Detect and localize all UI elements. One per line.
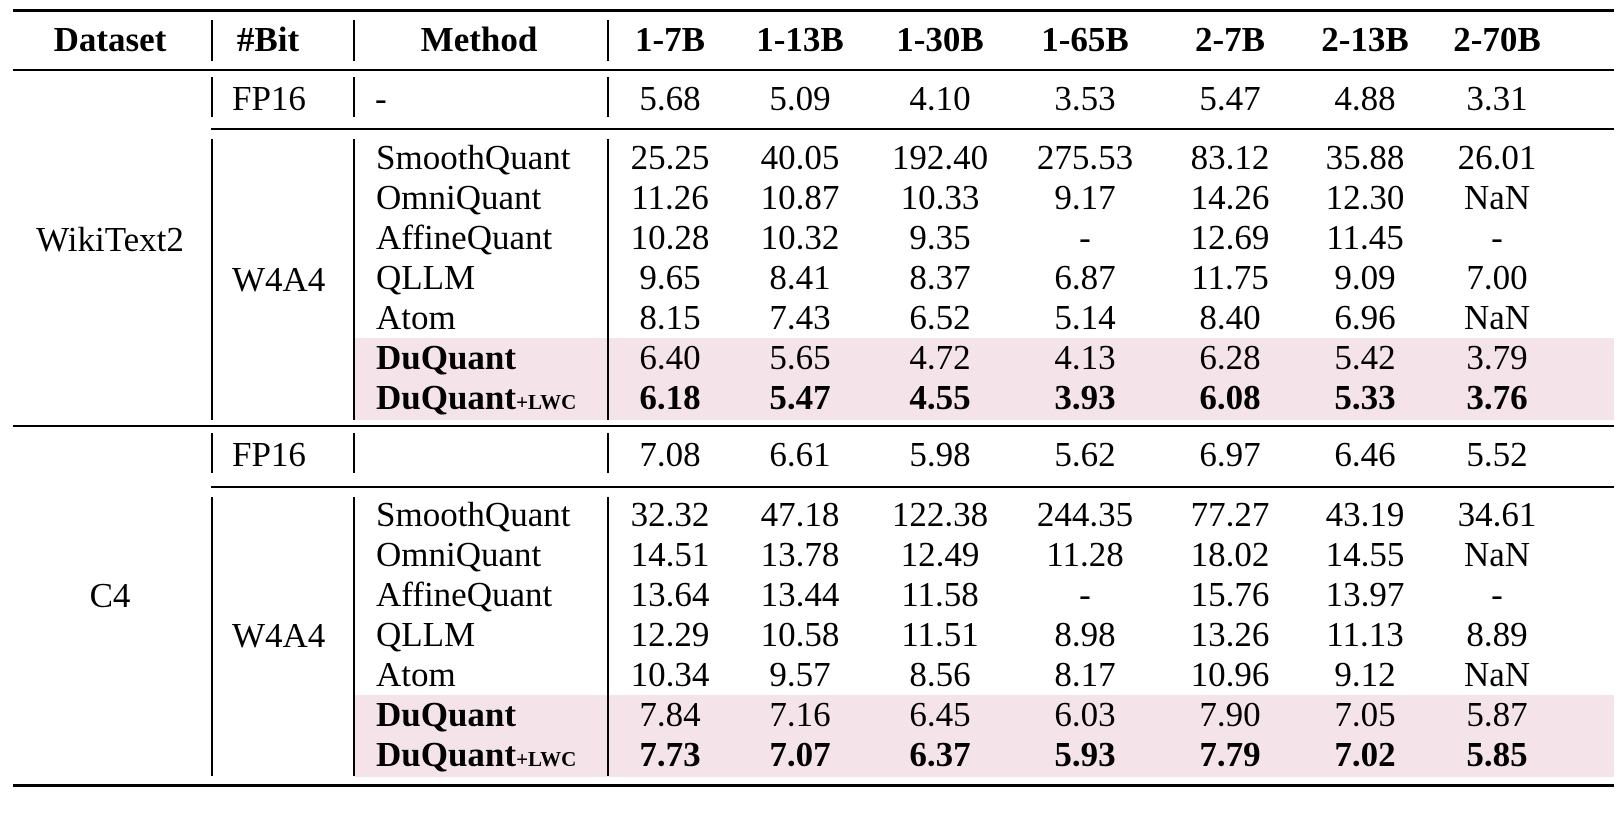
value-cell: 7.43 [769,298,831,337]
value-cell: 5.85 [1466,735,1528,774]
value-cell: 12.49 [900,535,980,574]
value-cell: 9.12 [1334,655,1396,694]
value-cell: 43.19 [1325,495,1405,534]
value-cell: 6.28 [1199,338,1261,377]
header-2-7b: 2-7B [1195,20,1265,59]
value-cell: 3.76 [1466,378,1528,417]
value-cell: 4.13 [1054,338,1116,377]
method-suffix: +LWC [516,747,577,771]
fp16-separator [353,433,355,473]
fp16-method: - [375,79,387,118]
value-cell: 5.87 [1466,695,1528,734]
value-cell: 10.58 [760,615,840,654]
header-separator [211,20,213,61]
method-label: QLLM [376,615,476,654]
header-1-7b: 1-7B [635,20,705,59]
method-label: DuQuant [376,338,517,377]
value-cell: 13.26 [1190,615,1270,654]
value-cell: 7.02 [1334,735,1396,774]
value-cell: 13.97 [1325,575,1405,614]
fp16-value: 3.53 [1054,79,1116,118]
value-cell: 7.84 [639,695,701,734]
value-cell: 10.96 [1190,655,1270,694]
header-rule [13,69,1614,71]
block-separator [211,139,213,420]
fp16-value: 6.97 [1199,435,1261,474]
value-cell: NaN [1463,178,1531,217]
fp16-value: 7.08 [639,435,701,474]
value-cell: 8.15 [639,298,701,337]
value-cell: 11.45 [1326,218,1404,257]
top-rule [13,9,1614,12]
value-cell: 4.55 [909,378,971,417]
block-separator [353,497,355,776]
block-separator [607,497,609,776]
value-cell: 8.56 [909,655,971,694]
value-cell: 10.87 [760,178,840,217]
value-cell: 8.41 [769,258,831,297]
method-label: OmniQuant [376,535,542,574]
fp16-bit: FP16 [232,435,306,474]
value-cell: NaN [1463,298,1531,337]
value-cell: 5.93 [1054,735,1116,774]
dataset-label: WikiText2 [36,220,184,259]
value-cell: 12.30 [1325,178,1405,217]
fp16-rule [211,128,1614,130]
header-1-65b: 1-65B [1041,20,1129,59]
value-cell: 13.64 [630,575,710,614]
value-cell: 7.79 [1199,735,1261,774]
value-cell: 11.51 [901,615,979,654]
value-cell: 5.42 [1334,338,1396,377]
value-cell: 8.98 [1054,615,1116,654]
block-separator [607,139,609,420]
value-cell: - [1491,575,1503,614]
value-cell: 7.16 [769,695,831,734]
fp16-separator [353,77,355,117]
fp16-value: 4.88 [1334,79,1396,118]
fp16-value: 5.47 [1199,79,1261,118]
value-cell: 10.34 [630,655,710,694]
method-label: QLLM [376,258,476,297]
value-cell: 9.09 [1334,258,1396,297]
value-cell: 14.26 [1190,178,1270,217]
value-cell: 14.55 [1325,535,1405,574]
bit-label: W4A4 [232,616,326,655]
fp16-value: 5.62 [1054,435,1116,474]
fp16-bit: FP16 [232,79,306,118]
fp16-value: 4.10 [909,79,971,118]
value-cell: 9.35 [909,218,971,257]
value-cell: 8.37 [909,258,971,297]
block-separator [353,139,355,420]
value-cell: 7.73 [639,735,701,774]
fp16-value: 5.98 [909,435,971,474]
method-label: Atom [376,298,456,337]
fp16-separator [211,433,213,473]
header-1-13b: 1-13B [756,20,844,59]
value-cell: 77.27 [1190,495,1270,534]
value-cell: 7.00 [1466,258,1528,297]
value-cell: 83.12 [1190,138,1270,177]
value-cell: 5.47 [769,378,831,417]
value-cell: 4.72 [909,338,971,377]
fp16-rule [211,486,1614,488]
value-cell: 10.33 [900,178,980,217]
value-cell: 6.18 [639,378,701,417]
value-cell: 40.05 [760,138,840,177]
value-cell: NaN [1463,535,1531,574]
method-label: DuQuant [376,695,517,734]
header-dataset: Dataset [53,20,167,59]
value-cell: - [1079,575,1091,614]
section-rule [13,425,1614,427]
value-cell: 8.17 [1054,655,1116,694]
method-label: AffineQuant [376,575,553,614]
fp16-value: 3.31 [1466,79,1528,118]
method-label: SmoothQuant [376,495,571,534]
value-cell: 5.33 [1334,378,1396,417]
value-cell: 6.87 [1054,258,1116,297]
value-cell: 11.13 [1326,615,1404,654]
value-cell: 14.51 [630,535,710,574]
value-cell: 275.53 [1036,138,1134,177]
value-cell: 32.32 [630,495,710,534]
value-cell: - [1491,218,1503,257]
value-cell: 6.96 [1334,298,1396,337]
value-cell: 12.29 [630,615,710,654]
value-cell: 3.93 [1054,378,1116,417]
header--bit: #Bit [236,20,300,59]
header-method: Method [420,20,538,59]
value-cell: NaN [1463,655,1531,694]
value-cell: 9.17 [1054,178,1116,217]
value-cell: 6.37 [909,735,971,774]
fp16-value: 5.68 [639,79,701,118]
value-cell: 26.01 [1457,138,1537,177]
method-suffix: +LWC [516,390,577,414]
value-cell: 35.88 [1325,138,1405,177]
value-cell: 7.90 [1199,695,1261,734]
value-cell: 13.78 [760,535,840,574]
value-cell: 18.02 [1190,535,1270,574]
method-label: DuQuant+LWC [376,735,577,774]
header-1-30b: 1-30B [896,20,984,59]
value-cell: 6.52 [909,298,971,337]
value-cell: 10.32 [760,218,840,257]
header-2-70b: 2-70B [1453,20,1541,59]
value-cell: 192.40 [891,138,989,177]
fp16-separator [211,77,213,117]
fp16-separator [607,433,609,473]
value-cell: 13.44 [760,575,840,614]
value-cell: 10.28 [630,218,710,257]
method-label: AffineQuant [376,218,553,257]
header-separator [607,20,609,61]
value-cell: 5.65 [769,338,831,377]
value-cell: 15.76 [1190,575,1270,614]
value-cell: - [1079,218,1091,257]
value-cell: 6.45 [909,695,971,734]
value-cell: 9.57 [769,655,831,694]
value-cell: 11.28 [1046,535,1124,574]
value-cell: 8.40 [1199,298,1261,337]
value-cell: 47.18 [760,495,840,534]
value-cell: 34.61 [1457,495,1537,534]
value-cell: 6.40 [639,338,701,377]
value-cell: 25.25 [630,138,710,177]
value-cell: 11.58 [901,575,979,614]
fp16-value: 5.09 [769,79,831,118]
value-cell: 7.05 [1334,695,1396,734]
value-cell: 244.35 [1036,495,1134,534]
value-cell: 8.89 [1466,615,1528,654]
value-cell: 122.38 [891,495,989,534]
fp16-value: 6.61 [769,435,831,474]
method-label: OmniQuant [376,178,542,217]
value-cell: 12.69 [1190,218,1270,257]
dataset-label: C4 [89,576,131,615]
value-cell: 11.75 [1191,258,1269,297]
block-separator [211,497,213,776]
value-cell: 11.26 [631,178,709,217]
bit-label: W4A4 [232,260,326,299]
value-cell: 6.08 [1199,378,1261,417]
value-cell: 3.79 [1466,338,1528,377]
fp16-separator [607,77,609,117]
method-label: SmoothQuant [376,138,571,177]
value-cell: 6.03 [1054,695,1116,734]
fp16-value: 5.52 [1466,435,1528,474]
value-cell: 7.07 [769,735,831,774]
header-separator [353,20,355,61]
value-cell: 5.14 [1054,298,1116,337]
method-label: Atom [376,655,456,694]
bottom-rule [13,784,1614,787]
fp16-value: 6.46 [1334,435,1396,474]
header-2-13b: 2-13B [1321,20,1409,59]
method-label: DuQuant+LWC [376,378,577,417]
value-cell: 9.65 [639,258,701,297]
